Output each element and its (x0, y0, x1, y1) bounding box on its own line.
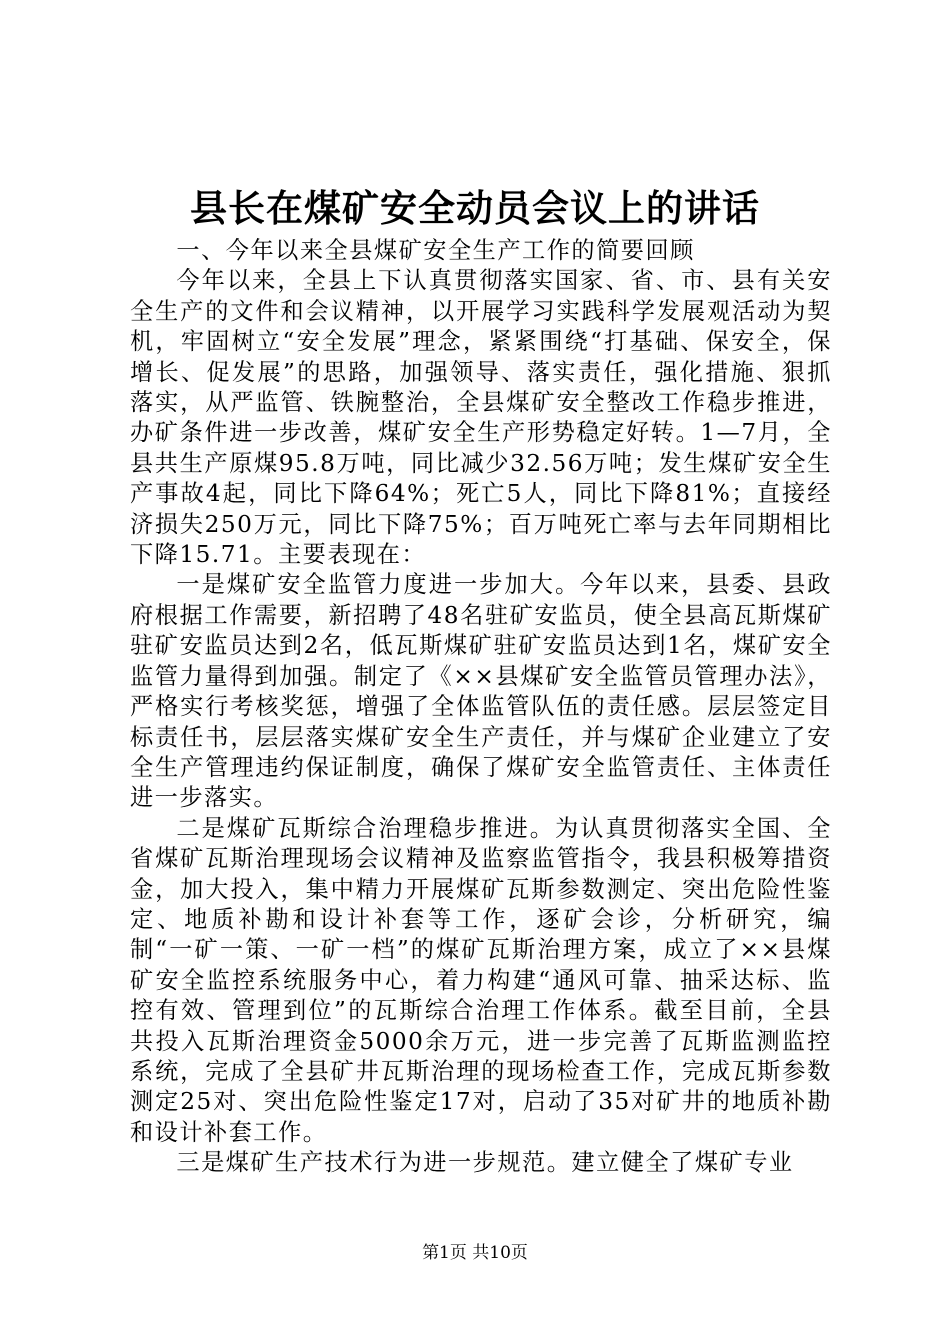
section-heading: 一、今年以来全县煤矿安全生产工作的简要回顾 (176, 237, 695, 264)
paragraph-overview: 今年以来，全县上下认真贯彻落实国家、省、市、县有关安全生产的文件和会议精神，以开展学习实践科学发展观活动为契机，牢固树立“安全发展”理念，紧紧围绕“打基础、保安全，保增长、促发展”的思路，加强领导、落实责任，强化措施、狠抓落实，从严监管、铁腕整治，全县煤矿安全整改工作稳步推进，办矿条件进一步改善，煤矿安全生产形势稳定好转。1—7月，全县共生产原煤95.8万吨，同比减少32.56万吨；发生煤矿安全生产事故4起，同比下降64%；死亡5人，同比下降81%；直接经济损失250万元，同比下降75%；百万吨死亡率与去年同期相比下降15.71。主要表现在： (130, 267, 832, 569)
page-footer: 第1页 共10页 (422, 1243, 528, 1263)
document-body (130, 236, 832, 1179)
paragraph-gas-control: 二是煤矿瓦斯综合治理稳步推进。为认真贯彻落实全国、全省煤矿瓦斯治理现场会议精神及监察监管指令，我县积极筹措资金，加大投入，集中精力开展煤矿瓦斯参数测定、突出危险性鉴定、地质补勘和设计补套等工作，逐矿会诊，分析研究，编制“一矿一策、一矿一档”的煤矿瓦斯治理方案，成立了××县煤矿安全监控系统服务中心，着力构建“通风可靠、抽采达标、监控有效、管理到位”的瓦斯综合治理工作体系。截至目前，全县共投入瓦斯治理资金5000余万元，进一步完善了瓦斯监测监控系统，完成了全县矿井瓦斯治理的现场检查工作，完成瓦斯参数测定25对、突出危险性鉴定17对，启动了35对矿井的地质补勘和设计补套工作。 (130, 814, 832, 1146)
document-title: 县长在煤矿安全动员会议上的讲话 (190, 187, 760, 230)
paragraph-supervision: 一是煤矿安全监管力度进一步加大。今年以来，县委、县政府根据工作需要，新招聘了48名驻矿安监员，使全县高瓦斯煤矿驻矿安监员达到2名，低瓦斯煤矿驻矿安监员达到1名，煤矿安全监管力量得到加强。制定了《××县煤矿安全监管员管理办法》，严格实行考核奖惩，增强了全体监管队伍的责任感。层层签定目标责任书，层层落实煤矿安全生产责任，并与煤矿企业建立了安全生产管理违约保证制度，确保了煤矿安全监管责任、主体责任进一步落实。 (130, 571, 832, 812)
paragraph-technical: 三是煤矿生产技术行为进一步规范。建立健全了煤矿专业 (176, 1149, 794, 1177)
